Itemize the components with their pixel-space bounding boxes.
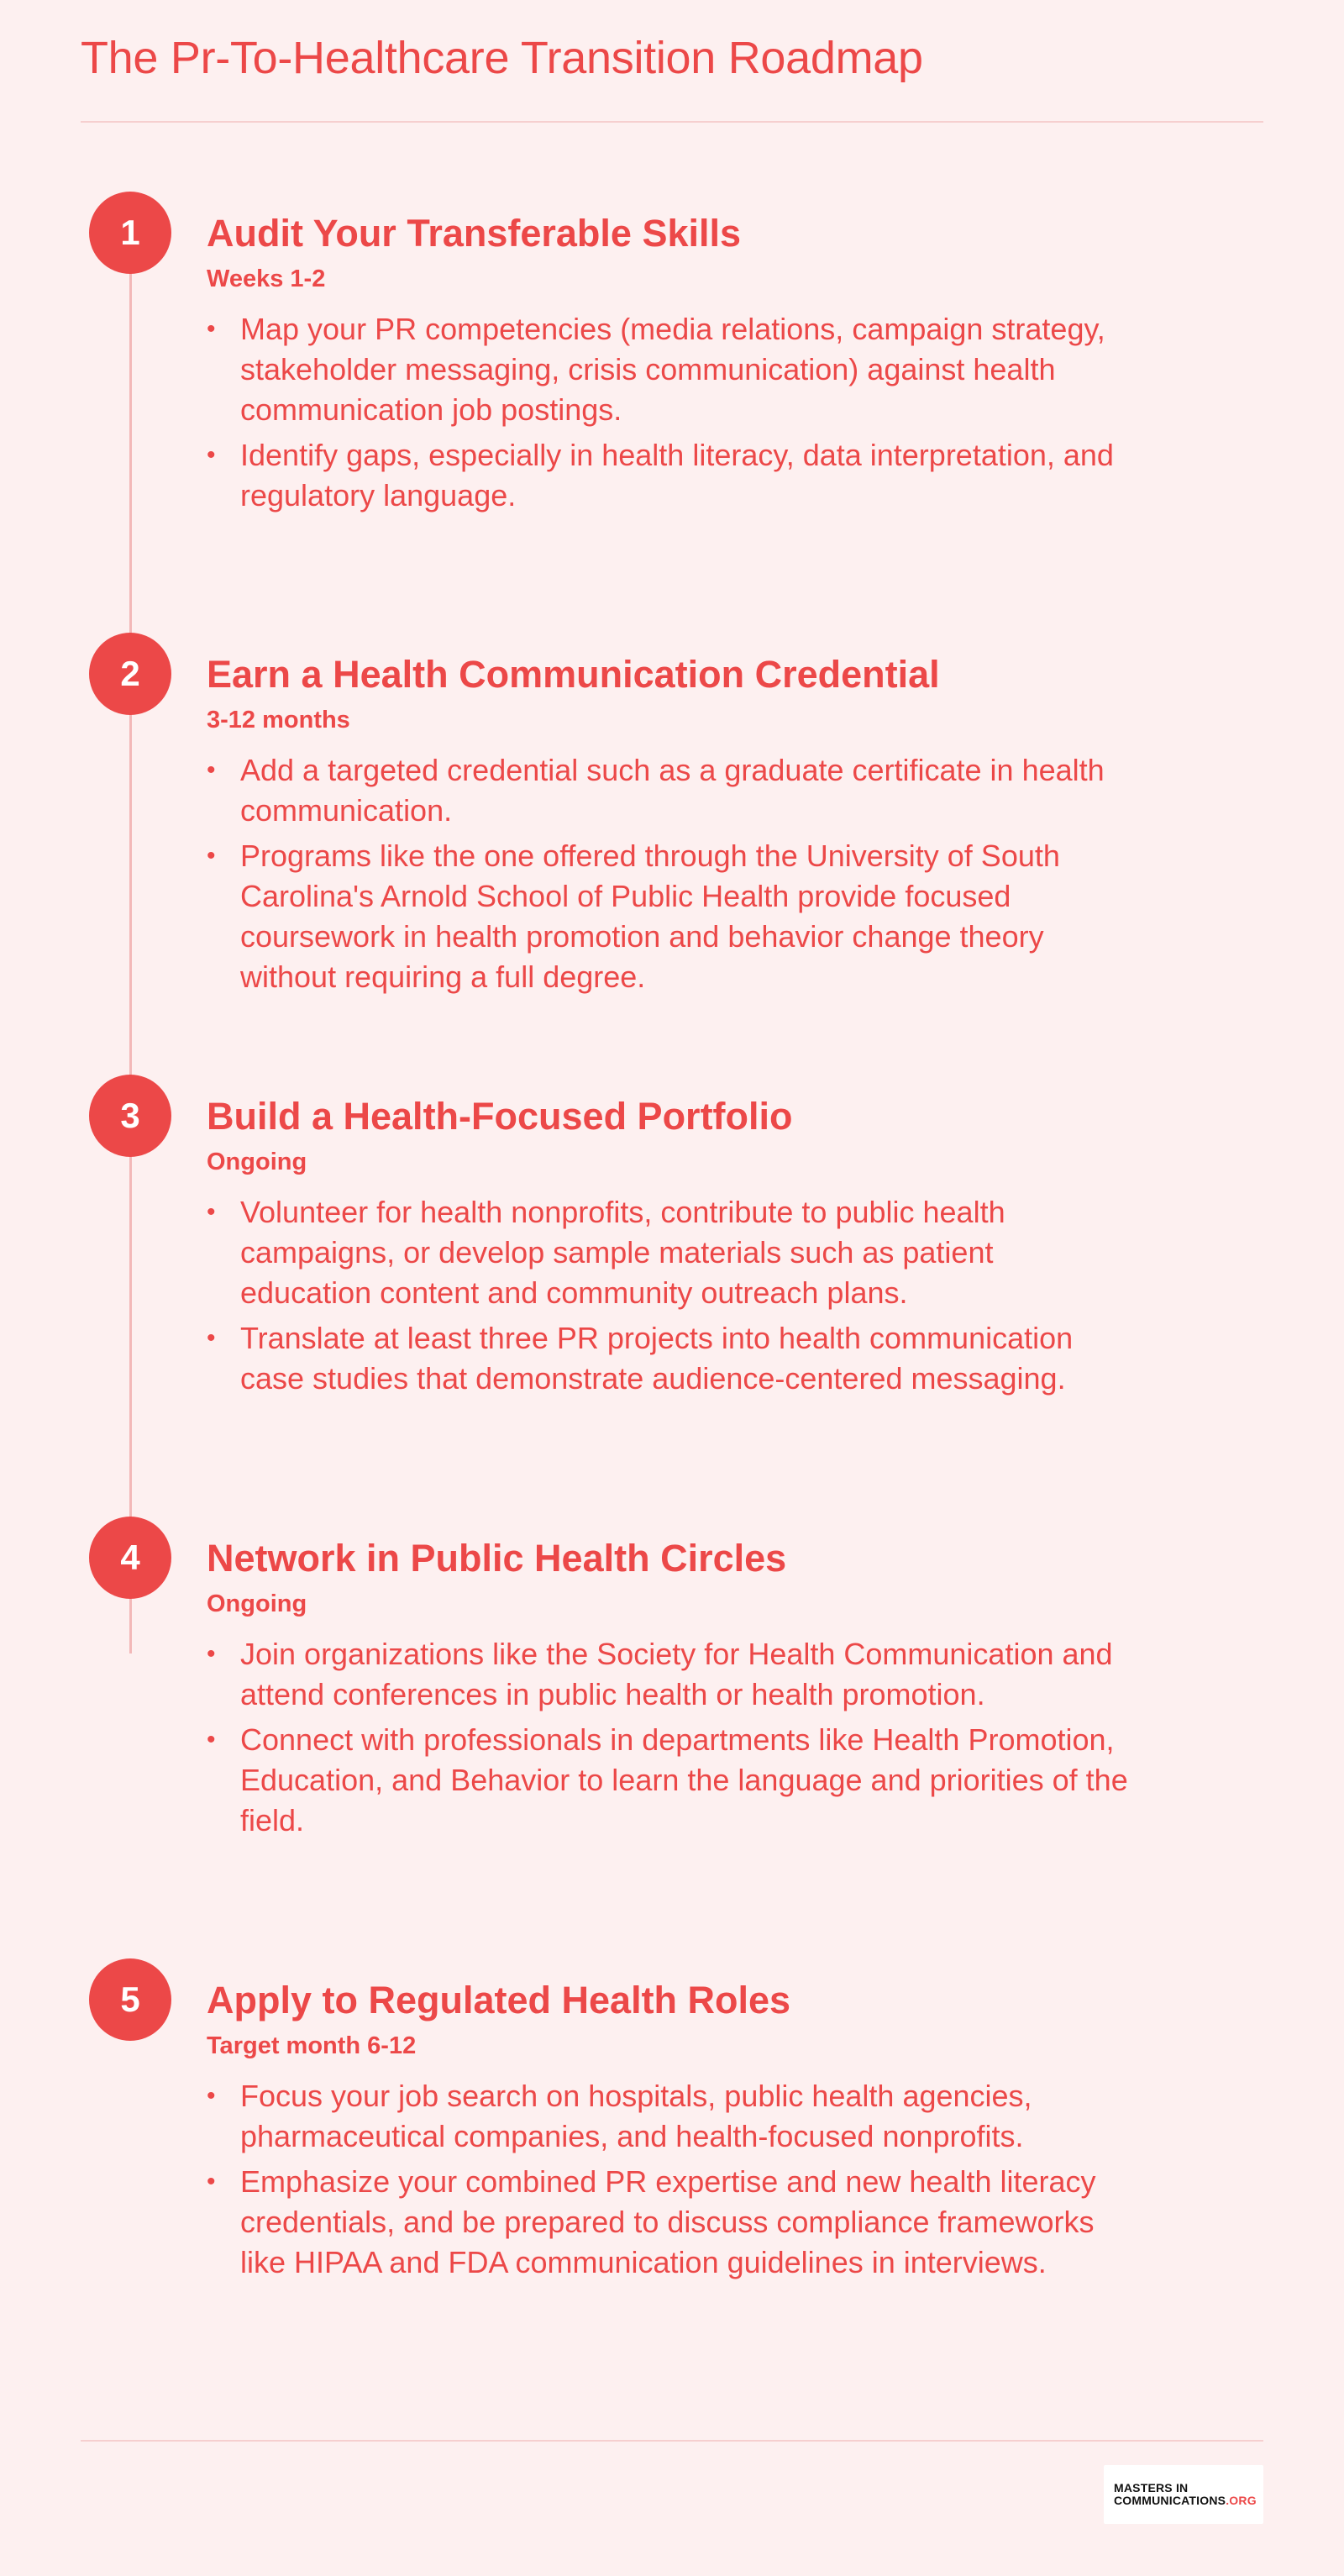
logo-line-1: MASTERS IN xyxy=(1114,2481,1189,2495)
list-item: • Join organizations like the Society for Health Communication and attend conferences in public health or health promotion. xyxy=(207,1634,1131,1715)
list-item: • Translate at least three PR projects into health communication case studies that demonstrate audience-centered messaging. xyxy=(207,1318,1131,1399)
brand-logo[interactable] xyxy=(1104,2465,1263,2524)
list-item: • Map your PR competencies (media relations, campaign strategy, stakeholder messaging, crisis communication) against health communication job postings. xyxy=(207,309,1131,430)
list-item: • Connect with professionals in departments like Health Promotion, Education, and Behavior to learn the language and priorities of the field. xyxy=(207,1720,1131,1841)
list-item: • Focus your job search on hospitals, public health agencies, pharmaceutical companies, and health-focused nonprofits. xyxy=(207,2076,1131,2157)
bullet-icon: • xyxy=(207,315,216,343)
bullet-icon: • xyxy=(207,2168,216,2195)
step-title: Network in Public Health Circles xyxy=(207,1537,787,1580)
step-number-badge: 3 xyxy=(89,1075,171,1157)
step-timeframe: Target month 6-12 xyxy=(207,2032,417,2059)
step-timeframe: Ongoing xyxy=(207,1590,307,1617)
list-item: • Add a targeted credential such as a graduate certificate in health communication. xyxy=(207,750,1131,831)
step-title: Audit Your Transferable Skills xyxy=(207,212,742,255)
logo-suffix: .ORG xyxy=(1226,2494,1257,2507)
step-number-badge: 1 xyxy=(89,192,171,274)
bullet-icon: • xyxy=(207,1640,216,1668)
step-timeframe: Weeks 1-2 xyxy=(207,265,326,292)
step-bullet-list xyxy=(207,1192,1131,1404)
step-title: Apply to Regulated Health Roles xyxy=(207,1979,791,2021)
bullet-icon: • xyxy=(207,756,216,784)
bullet-icon: • xyxy=(207,1324,216,1352)
step-timeframe: 3-12 months xyxy=(207,707,350,733)
step-number-badge: 4 xyxy=(89,1517,171,1599)
step-title: Build a Health-Focused Portfolio xyxy=(207,1095,793,1138)
step-number-badge: 5 xyxy=(89,1958,171,2041)
step-number-badge: 2 xyxy=(89,633,171,715)
step-bullet-list xyxy=(207,1634,1131,1846)
top-divider xyxy=(81,121,1263,123)
bullet-icon: • xyxy=(207,441,216,469)
list-item: • Volunteer for health nonprofits, contribute to public health campaigns, or develop sample materials such as patient education content and community outreach plans. xyxy=(207,1192,1131,1313)
bullet-icon: • xyxy=(207,842,216,870)
step-title: Earn a Health Communication Credential xyxy=(207,653,940,696)
list-item: • Emphasize your combined PR expertise and new health literacy credentials, and be prepared to discuss compliance frameworks like HIPAA and FDA communication guidelines in interviews. xyxy=(207,2162,1131,2283)
bullet-icon: • xyxy=(207,1726,216,1753)
step-bullet-list xyxy=(207,750,1131,1002)
step-timeframe: Ongoing xyxy=(207,1149,307,1175)
timeline-line xyxy=(129,234,132,1653)
list-item: • Programs like the one offered through the University of South Carolina's Arnold School of Public Health provide focused coursework in health promotion and behavior change theory without requiring a full degree. xyxy=(207,836,1131,997)
list-item: • Identify gaps, especially in health literacy, data interpretation, and regulatory language. xyxy=(207,435,1131,516)
step-bullet-list xyxy=(207,309,1131,521)
bottom-divider xyxy=(81,2440,1263,2442)
bullet-icon: • xyxy=(207,2082,216,2110)
step-bullet-list xyxy=(207,2076,1131,2288)
page-title: The Pr-To-Healthcare Transition Roadmap xyxy=(81,33,923,83)
bullet-icon: • xyxy=(207,1198,216,1226)
logo-line-2: COMMUNICATIONS.ORG xyxy=(1114,2494,1257,2507)
